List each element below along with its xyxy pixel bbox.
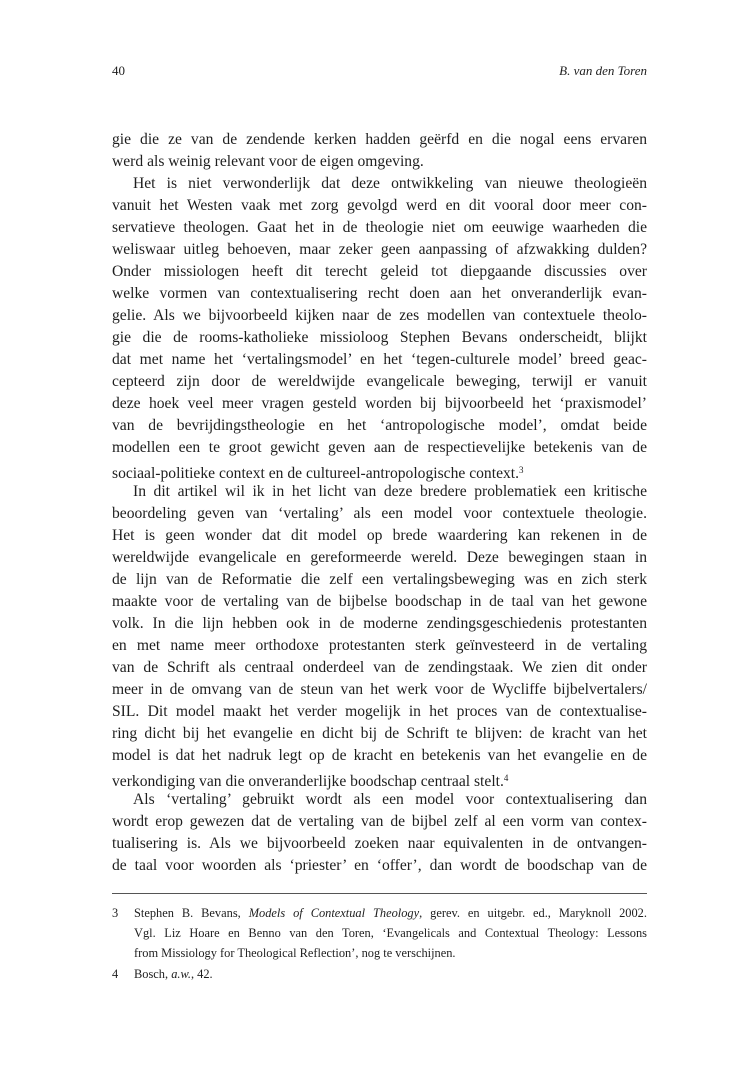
body-line: wordt erop gewezen dat de vertaling van de bijbel zelf al een vorm van contex- [112,813,647,830]
body-line: model is dat het nadruk legt op de kracht en betekenis van het evangelie en de [112,747,647,764]
body-line: servatieve theologen. Gaat het in de theologie niet om eeuwige waarheden die [112,219,647,236]
body-line: Het is niet verwonderlijk dat deze ontwikkeling van nieuwe theologieën [133,175,647,192]
body-line: sociaal-politieke context en de cultureel-antropologische context.$^3$ [112,465,524,482]
body-line: Het is geen wonder dat dit model op brede waardering kan rekenen in de [112,527,647,544]
body-line: en met name meer orthodoxe protestanten sterk geïnvesteerd in de vertaling [112,637,647,654]
footnote-number: 3 [112,906,119,920]
footnote-line: Bosch, a.w., 42. [134,967,213,981]
body-line: cepteerd zijn door de wereldwijde evangelicale beweging, terwijl er vanuit [112,373,647,390]
body-line: weliswaar uitleg behoeven, maar zeker geen aanpassing of afzwakking dulden? [112,241,647,258]
footnote-ref-4[interactable]: 4 [503,773,509,783]
footnote-ref-3[interactable]: 3 [519,465,524,475]
body-line: volk. In die lijn hebben ook in de moderne zendingsgeschiedenis protestanten [112,615,647,632]
footnote-line: Vgl. Liz Hoare en Benno van den Toren, ‘Evangelicals and Contextual Theology: Lessons [134,926,647,940]
body-line: modellen een te groot gewicht geven aan de respectievelijke betekenis van de [112,439,647,456]
body-line: tualisering is. Als we bijvoorbeeld zoeken naar equivalenten in de ontvangen- [112,835,647,852]
body-line: gie die de rooms-katholieke missioloog Stephen Bevans onderscheidt, blijkt [112,329,647,346]
body-line: verkondiging van die onveranderlijke boodschap centraal stelt.$^4$ [112,773,509,790]
body-line: maakte voor de vertaling van de bijbelse boodschap in de taal van het gewone [112,593,647,610]
body-line: gelie. Als we bijvoorbeeld kijken naar de zes modellen van contextuele theolo- [112,307,647,324]
body-line: welke vormen van contextualisering recht doen aan het onveranderlijk evan- [112,285,647,302]
body-line: deze hoek veel meer vragen gesteld worden bij bijvoorbeeld het ‘praxismodel’ [112,395,647,412]
body-line: de lijn van de Reformatie die zelf een vertalingsbeweging was en zich sterk [112,571,647,588]
body-line: Als ‘vertaling’ gebruikt wordt als een model voor contextualisering dan [133,791,647,808]
body-line: meer in de omvang van de steun van het werk voor de Wycliffe bijbelvertalers/ [112,681,647,698]
running-head: B. van den Toren [559,63,647,78]
body-line: Onder missiologen heeft dit terecht geleid tot diepgaande discussies over [112,263,647,280]
footnote-line: Stephen B. Bevans, Models of Contextual Theology, gerev. en uitgebr. ed., Maryknoll 2002. [134,906,647,920]
body-line: beoordeling geven van ‘vertaling’ als een model voor contextuele theologie. [112,505,647,522]
page-number: 40 [112,63,125,78]
body-line: de taal voor woorden als ‘priester’ en ‘offer’, dan wordt de boodschap van de [112,857,647,874]
footnote-3 [112,905,647,965]
body-line: werd als weinig relevant voor de eigen omgeving. [112,153,424,170]
footnote-number: 4 [112,967,119,981]
body-line: vanuit het Westen vaak met zorg gevolgd werd en dit vooral door meer con- [112,197,647,214]
book-title: Models of Contextual Theology [248,906,420,920]
body-line: gie die ze van de zendende kerken hadden geërfd en die nogal eens ervaren [112,131,647,148]
body-line: ring dicht bij het evangelie en dicht bij de Schrift te blijven: de kracht van het [112,725,647,742]
body-line: wereldwijde evangelicale en gereformeerde wereld. Deze bewegingen staan in [112,549,647,566]
footnote-divider [112,893,647,894]
body-line: SIL. Dit model maakt het verder mogelijk in het proces van de contextualise- [112,703,647,720]
body-line: In dit artikel wil ik in het licht van deze bredere problematiek een kritische [133,483,647,500]
body-line: dat met name het ‘vertalingsmodel’ en het ‘tegen-culturele model’ breed geac- [112,351,647,368]
footnote-4 [112,966,647,986]
footnote-line: from Missiology for Theological Reflection’, nog te verschijnen. [134,946,456,960]
body-line: van de bevrijdingstheologie en het ‘antropologische model’, omdat beide [112,417,647,434]
body-line: van de Schrift als centraal onderdeel van de zendingstaak. We zien dit onder [112,659,647,676]
